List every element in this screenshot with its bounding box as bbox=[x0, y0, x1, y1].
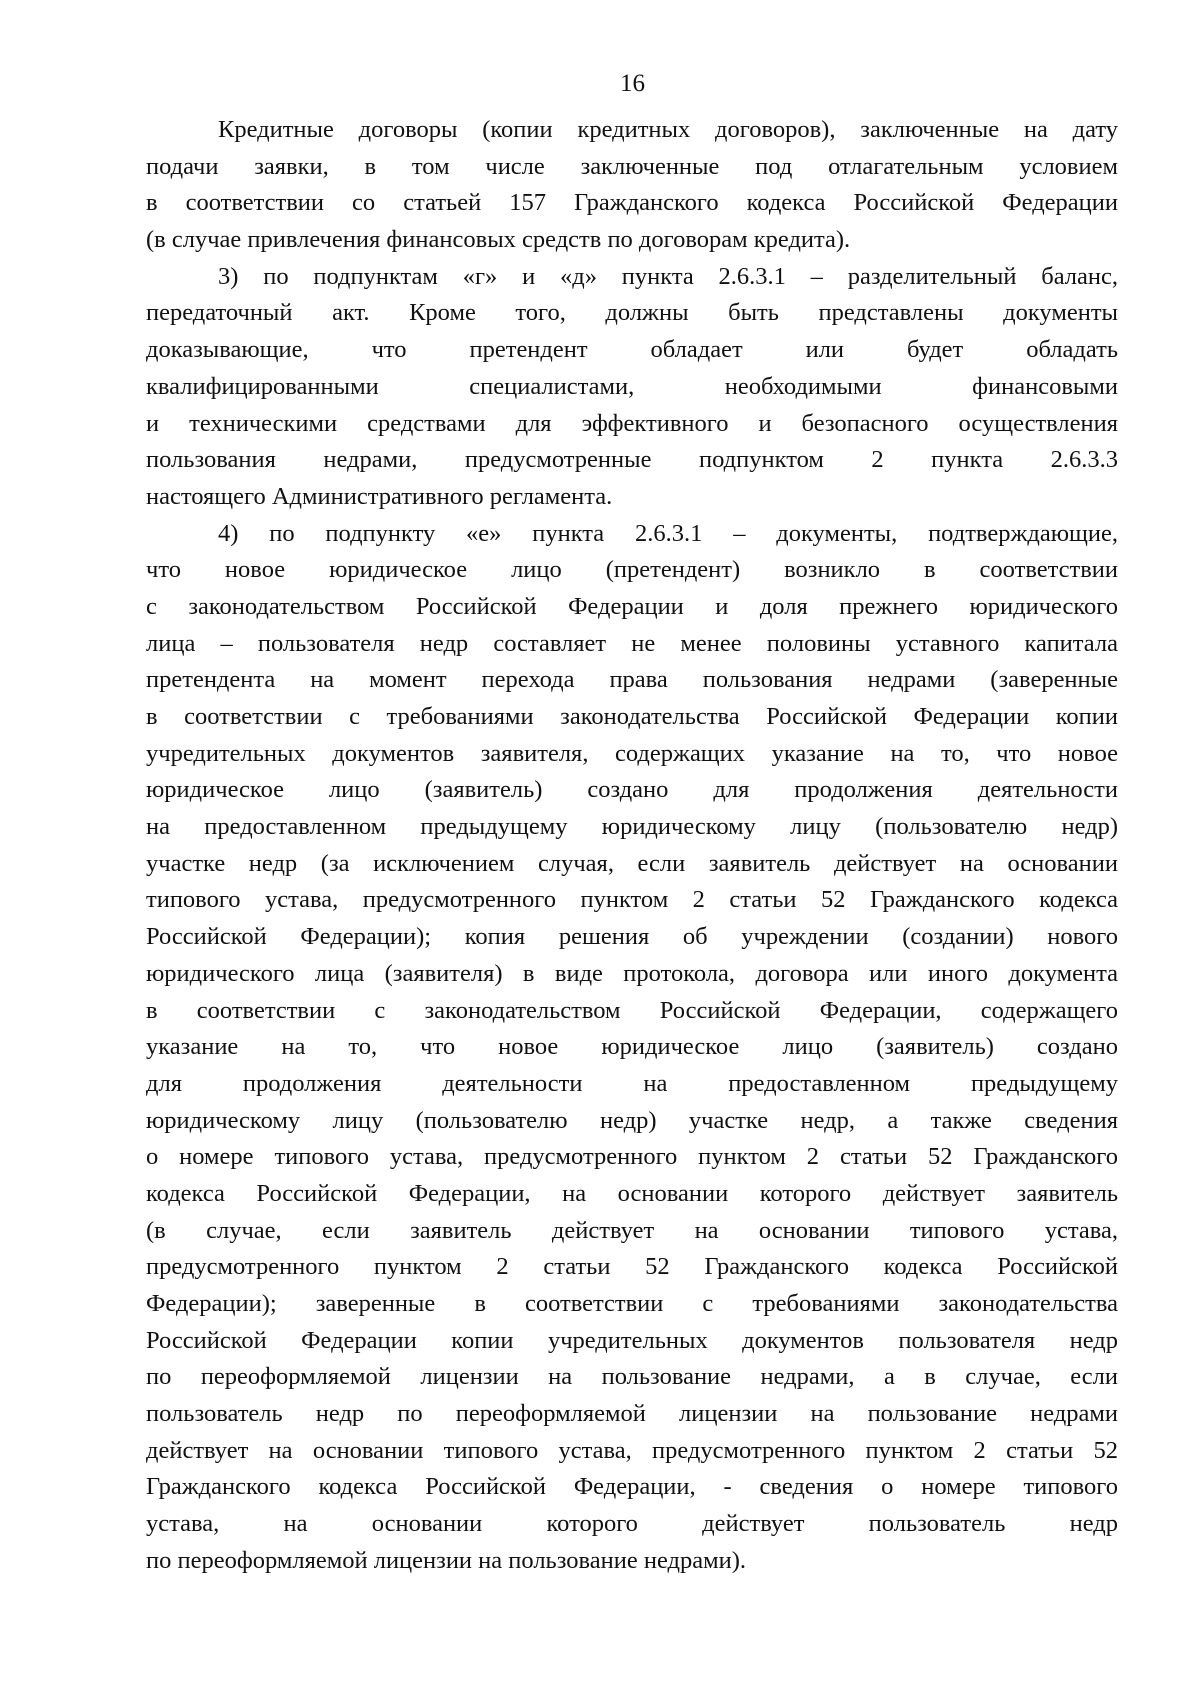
paragraph-credit-agreements bbox=[146, 112, 1118, 259]
page-number: 16 bbox=[620, 70, 645, 97]
text-line: на предоставленном предыдущему юридическому лицу (пользователю недр) bbox=[146, 813, 1118, 841]
text-line: юридическому лицу (пользователю недр) участке недр, а также сведения bbox=[146, 1106, 1118, 1134]
text-line: 3) по подпунктам «г» и «д» пункта 2.6.3.1 – разделительный баланс, bbox=[218, 262, 1118, 290]
text-line: Российской Федерации); копия решения об учреждении (создании) нового bbox=[146, 923, 1118, 951]
text-line: (в случае привлечения финансовых средств по договорам кредита). bbox=[146, 226, 851, 254]
text-line: доказывающие, что претендент обладает или будет обладать bbox=[146, 336, 1118, 364]
text-line: с законодательством Российской Федерации и доля прежнего юридического bbox=[146, 592, 1118, 620]
text-line: настоящего Административного регламента. bbox=[146, 482, 613, 510]
paragraph-item-4 bbox=[146, 516, 1118, 1580]
text-line: пользования недрами, предусмотренные подпунктом 2 пункта 2.6.3.3 bbox=[146, 446, 1118, 474]
text-line: Федерации); заверенные в соответствии с требованиями законодательства bbox=[146, 1290, 1118, 1317]
text-line: Российской Федерации копии учредительных документов пользователя недр bbox=[146, 1326, 1118, 1354]
text-line: что новое юридическое лицо (претендент) возникло в соответствии bbox=[146, 556, 1118, 584]
text-line: по переоформляемой лицензии на пользование недрами, а в случае, если bbox=[146, 1363, 1118, 1391]
text-line: Гражданского кодекса Российской Федерации, - сведения о номере типового bbox=[146, 1473, 1118, 1501]
text-line: подачи заявки, в том числе заключенные под отлагательным условием bbox=[146, 152, 1118, 180]
text-line: предусмотренного пунктом 2 статьи 52 Гражданского кодекса Российской bbox=[146, 1253, 1118, 1281]
text-line: претендента на момент перехода права пользования недрами (заверенные bbox=[146, 666, 1118, 694]
text-line: в соответствии со статьей 157 Гражданского кодекса Российской Федерации bbox=[146, 189, 1118, 217]
text-line: устава, на основании которого действует пользователь недр bbox=[146, 1510, 1118, 1538]
text-line: юридического лица (заявителя) в виде протокола, договора или иного документа bbox=[146, 959, 1118, 987]
text-line: по переоформляемой лицензии на пользование недрами). bbox=[146, 1546, 746, 1574]
text-line: указание на то, что новое юридическое лицо (заявитель) создано bbox=[146, 1033, 1118, 1061]
text-line: пользователь недр по переоформляемой лицензии на пользование недрами bbox=[146, 1400, 1118, 1428]
text-line: учредительных документов заявителя, содержащих указание на то, что новое bbox=[146, 739, 1118, 767]
text-line: юридическое лицо (заявитель) создано для продолжения деятельности bbox=[146, 776, 1118, 804]
text-line: в соответствии с законодательством Российской Федерации, содержащего bbox=[146, 996, 1118, 1024]
text-line: лица – пользователя недр составляет не менее половины уставного капитала bbox=[146, 629, 1118, 657]
text-line: 4) по подпункту «е» пункта 2.6.3.1 – документы, подтверждающие, bbox=[218, 519, 1118, 547]
text-line: о номере типового устава, предусмотренного пунктом 2 статьи 52 Гражданского bbox=[146, 1143, 1118, 1171]
text-line: для продолжения деятельности на предоставленном предыдущему bbox=[146, 1069, 1118, 1097]
text-line: Кредитные договоры (копии кредитных договоров), заключенные на дату bbox=[218, 116, 1118, 143]
text-line: типового устава, предусмотренного пунктом 2 статьи 52 Гражданского кодекса bbox=[146, 886, 1118, 914]
text-line: действует на основании типового устава, предусмотренного пунктом 2 статьи 52 bbox=[146, 1436, 1118, 1464]
text-line: кодекса Российской Федерации, на основании которого действует заявитель bbox=[146, 1179, 1118, 1207]
text-line: квалифицированными специалистами, необходимыми финансовыми bbox=[146, 372, 1118, 400]
paragraph-item-3 bbox=[146, 259, 1118, 516]
text-line: и техническими средствами для эффективного и безопасного осуществления bbox=[146, 409, 1118, 437]
document-body bbox=[146, 112, 1118, 1580]
text-line: в соответствии с требованиями законодательства Российской Федерации копии bbox=[146, 703, 1118, 730]
text-line: (в случае, если заявитель действует на основании типового устава, bbox=[146, 1216, 1118, 1244]
text-line: участке недр (за исключением случая, если заявитель действует на основании bbox=[146, 849, 1118, 877]
text-line: передаточный акт. Кроме того, должны быть представлены документы bbox=[146, 299, 1118, 327]
